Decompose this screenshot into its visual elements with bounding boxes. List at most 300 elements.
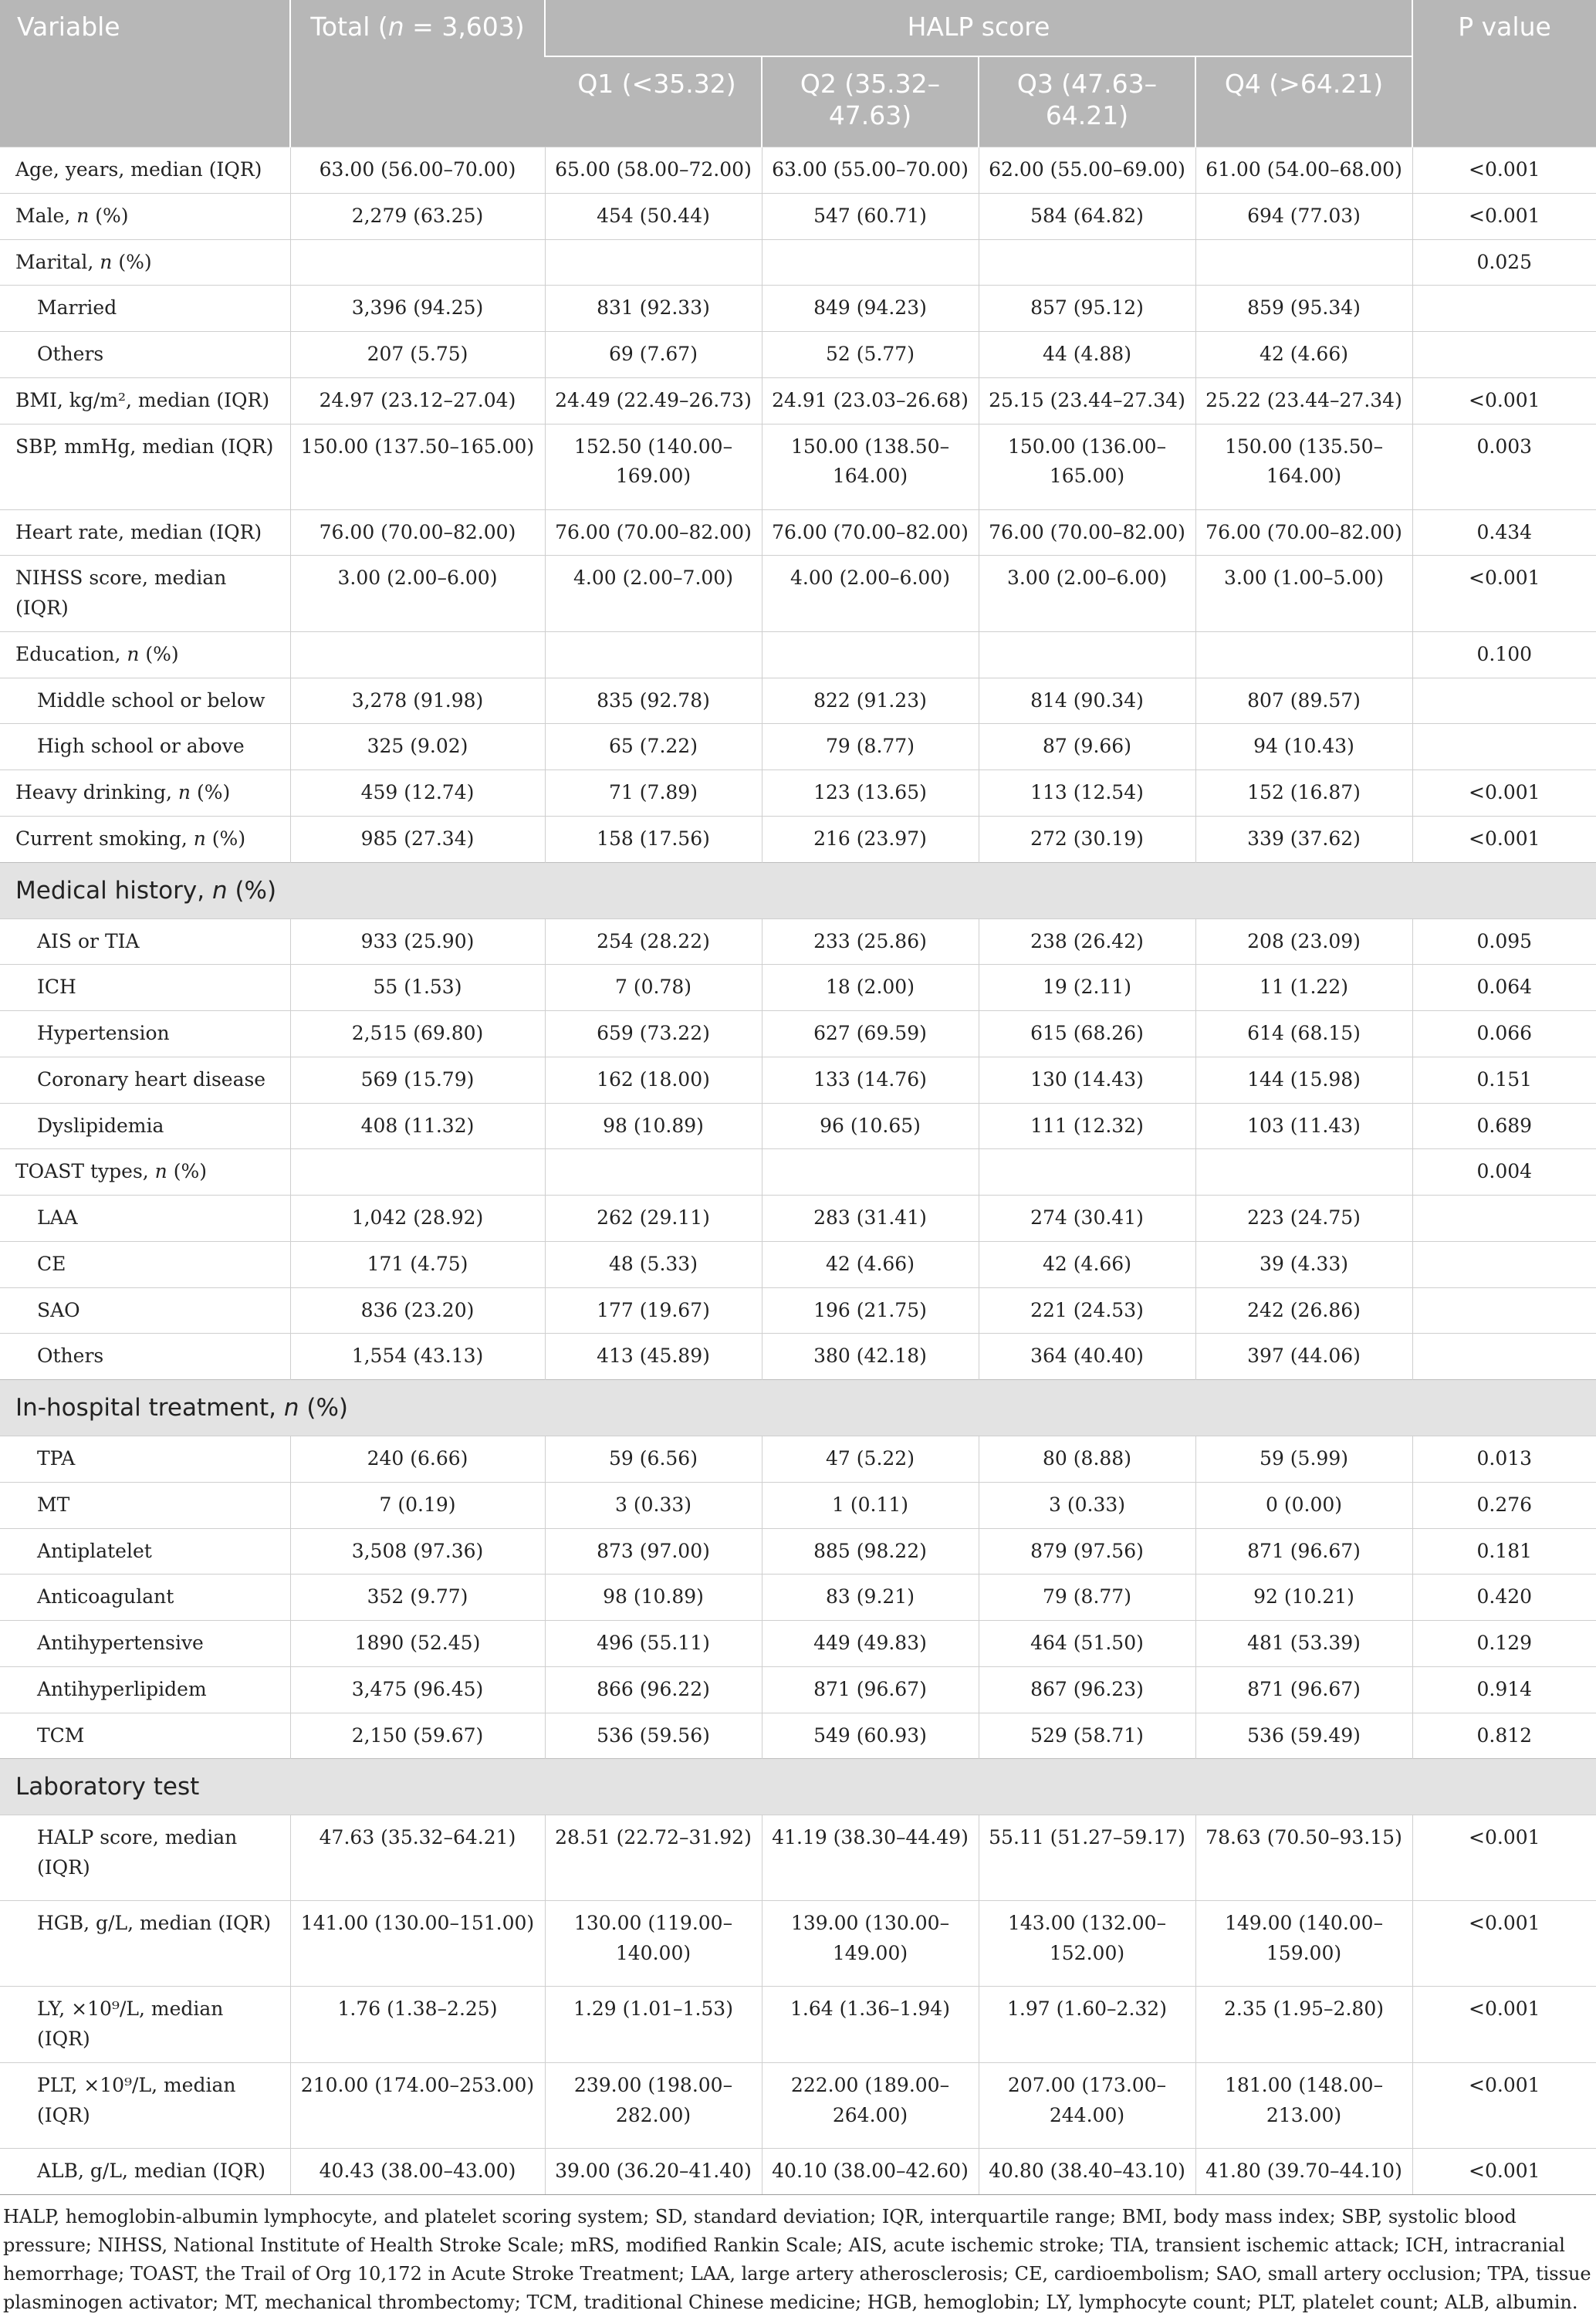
- q3-cell: 529 (58.71): [979, 1713, 1195, 1759]
- p-value-cell: <0.001: [1412, 816, 1596, 862]
- q1-cell: 1.29 (1.01–1.53): [545, 1987, 762, 2063]
- header-p-value: P value: [1412, 0, 1596, 147]
- total-cell: 40.43 (38.00–43.00): [290, 2148, 545, 2194]
- q4-cell: [1195, 239, 1412, 286]
- q1-cell: 831 (92.33): [545, 286, 762, 332]
- q4-cell: 144 (15.98): [1195, 1057, 1412, 1103]
- q1-cell: 24.49 (22.49–26.73): [545, 377, 762, 424]
- q2-cell: 40.10 (38.00–42.60): [762, 2148, 979, 2194]
- table-body: [0, 147, 1596, 2195]
- table-row: [0, 147, 1596, 194]
- total-cell: 836 (23.20): [290, 1287, 545, 1334]
- q2-cell: 1.64 (1.36–1.94): [762, 1987, 979, 2063]
- p-value-cell: <0.001: [1412, 147, 1596, 194]
- q3-cell: 272 (30.19): [979, 816, 1195, 862]
- q2-cell: 380 (42.18): [762, 1334, 979, 1380]
- header-q3: Q3 (47.63–64.21): [979, 56, 1195, 147]
- p-value-cell: 0.004: [1412, 1149, 1596, 1196]
- q1-cell: 254 (28.22): [545, 918, 762, 965]
- variable-label: Heart rate, median (IQR): [0, 509, 290, 556]
- q4-cell: [1195, 1149, 1412, 1196]
- p-value-cell: 0.420: [1412, 1575, 1596, 1621]
- q4-cell: 3.00 (1.00–5.00): [1195, 556, 1412, 632]
- q2-cell: 216 (23.97): [762, 816, 979, 862]
- p-value-cell: 0.151: [1412, 1057, 1596, 1103]
- table-row: [0, 1241, 1596, 1287]
- q2-cell: 549 (60.93): [762, 1713, 979, 1759]
- variable-label: Antihyperlipidem: [0, 1666, 290, 1713]
- q4-cell: 242 (26.86): [1195, 1287, 1412, 1334]
- q3-cell: 80 (8.88): [979, 1436, 1195, 1483]
- q2-cell: 79 (8.77): [762, 724, 979, 770]
- q2-cell: 150.00 (138.50–164.00): [762, 424, 979, 509]
- table-row: [0, 631, 1596, 678]
- total-cell: 3,508 (97.36): [290, 1528, 545, 1575]
- q1-cell: 39.00 (36.20–41.40): [545, 2148, 762, 2194]
- total-cell: 2,150 (59.67): [290, 1713, 545, 1759]
- variable-label: TOAST types, n (%): [0, 1149, 290, 1196]
- q4-cell: 339 (37.62): [1195, 816, 1412, 862]
- q2-cell: 63.00 (55.00–70.00): [762, 147, 979, 194]
- q1-cell: 71 (7.89): [545, 770, 762, 817]
- q2-cell: 47 (5.22): [762, 1436, 979, 1483]
- total-cell: 569 (15.79): [290, 1057, 545, 1103]
- q1-cell: 3 (0.33): [545, 1482, 762, 1528]
- q1-cell: 158 (17.56): [545, 816, 762, 862]
- p-value-cell: [1412, 1196, 1596, 1242]
- q2-cell: 133 (14.76): [762, 1057, 979, 1103]
- q4-cell: 41.80 (39.70–44.10): [1195, 2148, 1412, 2194]
- total-cell: 1.76 (1.38–2.25): [290, 1987, 545, 2063]
- q3-cell: 274 (30.41): [979, 1196, 1195, 1242]
- total-cell: 1890 (52.45): [290, 1621, 545, 1667]
- q1-cell: 873 (97.00): [545, 1528, 762, 1575]
- table-row: [0, 286, 1596, 332]
- p-value-cell: [1412, 1287, 1596, 1334]
- p-value-cell: 0.276: [1412, 1482, 1596, 1528]
- p-value-cell: 0.129: [1412, 1621, 1596, 1667]
- p-value-cell: <0.001: [1412, 770, 1596, 817]
- total-cell: 2,515 (69.80): [290, 1011, 545, 1057]
- q1-cell: [545, 239, 762, 286]
- q1-cell: 835 (92.78): [545, 678, 762, 724]
- q2-cell: 283 (31.41): [762, 1196, 979, 1242]
- section-title: In-hospital treatment, n (%): [0, 1380, 1596, 1436]
- p-value-cell: [1412, 332, 1596, 378]
- q1-cell: 48 (5.33): [545, 1241, 762, 1287]
- q3-cell: 25.15 (23.44–27.34): [979, 377, 1195, 424]
- p-value-cell: 0.003: [1412, 424, 1596, 509]
- variable-label: Others: [0, 1334, 290, 1380]
- q1-cell: 536 (59.56): [545, 1713, 762, 1759]
- q4-cell: 871 (96.67): [1195, 1528, 1412, 1575]
- q1-cell: 28.51 (22.72–31.92): [545, 1815, 762, 1901]
- q2-cell: 222.00 (189.00–264.00): [762, 2062, 979, 2148]
- table-row: [0, 1103, 1596, 1149]
- header-halp-score: HALP score: [545, 0, 1412, 56]
- q4-cell: [1195, 631, 1412, 678]
- q2-cell: 96 (10.65): [762, 1103, 979, 1149]
- q3-cell: 879 (97.56): [979, 1528, 1195, 1575]
- q2-cell: 627 (69.59): [762, 1011, 979, 1057]
- total-cell: 207 (5.75): [290, 332, 545, 378]
- q4-cell: 859 (95.34): [1195, 286, 1412, 332]
- variable-label: High school or above: [0, 724, 290, 770]
- q3-cell: 584 (64.82): [979, 193, 1195, 239]
- variable-label: Age, years, median (IQR): [0, 147, 290, 194]
- p-value-cell: 0.914: [1412, 1666, 1596, 1713]
- table-row: [0, 2062, 1596, 2148]
- p-value-cell: 0.181: [1412, 1528, 1596, 1575]
- section-title: Laboratory test: [0, 1759, 1596, 1815]
- table-row: [0, 377, 1596, 424]
- q3-cell: 143.00 (132.00–152.00): [979, 1901, 1195, 1987]
- q4-cell: 76.00 (70.00–82.00): [1195, 509, 1412, 556]
- q3-cell: 867 (96.23): [979, 1666, 1195, 1713]
- q1-cell: 454 (50.44): [545, 193, 762, 239]
- variable-label: LAA: [0, 1196, 290, 1242]
- total-cell: 7 (0.19): [290, 1482, 545, 1528]
- q3-cell: 79 (8.77): [979, 1575, 1195, 1621]
- q3-cell: 615 (68.26): [979, 1011, 1195, 1057]
- p-value-cell: <0.001: [1412, 2062, 1596, 2148]
- q2-cell: 76.00 (70.00–82.00): [762, 509, 979, 556]
- q2-cell: 233 (25.86): [762, 918, 979, 965]
- q4-cell: 61.00 (54.00–68.00): [1195, 147, 1412, 194]
- p-value-cell: <0.001: [1412, 193, 1596, 239]
- q3-cell: 207.00 (173.00–244.00): [979, 2062, 1195, 2148]
- table-row: [0, 770, 1596, 817]
- q1-cell: 162 (18.00): [545, 1057, 762, 1103]
- variable-label: Hypertension: [0, 1011, 290, 1057]
- p-value-cell: <0.001: [1412, 2148, 1596, 2194]
- q1-cell: 659 (73.22): [545, 1011, 762, 1057]
- header-q1: Q1 (<35.32): [545, 56, 762, 147]
- q2-cell: 547 (60.71): [762, 193, 979, 239]
- q2-cell: 52 (5.77): [762, 332, 979, 378]
- table-row: [0, 1287, 1596, 1334]
- q4-cell: 39 (4.33): [1195, 1241, 1412, 1287]
- q3-cell: 464 (51.50): [979, 1621, 1195, 1667]
- q2-cell: 885 (98.22): [762, 1528, 979, 1575]
- variable-label: MT: [0, 1482, 290, 1528]
- table-footnote: HALP, hemoglobin-albumin lymphocyte, and platelet scoring system; SD, standard deviation; IQR, interquartile range; BMI, body mass index; SBP, systolic blood pressure; NIHSS, National Institute of Health Stroke Scale; mRS, modified Rankin Scale; AIS, acute ischemic stroke; TIA, transient ischemic attack; ICH, intracranial hemorrhage; TOAST, the Trail of Org 10,172 in Acute Stroke Treatment; LAA, large artery atherosclerosis; CE, cardioembolism; SAO, small artery occlusion; TPA, tissue plasminogen activator; MT, mechanical thrombectomy; TCM, traditional Chinese medicine; HGB, hemoglobin; LY, lymphocyte count; PLT, platelet count; ALB, albumin.: [3, 2205, 1591, 2314]
- q2-cell: 822 (91.23): [762, 678, 979, 724]
- q3-cell: 3.00 (2.00–6.00): [979, 556, 1195, 632]
- variable-label: Antiplatelet: [0, 1528, 290, 1575]
- total-cell: [290, 1149, 545, 1196]
- q4-cell: 397 (44.06): [1195, 1334, 1412, 1380]
- table-row: [0, 1987, 1596, 2063]
- p-value-cell: [1412, 286, 1596, 332]
- q2-cell: [762, 631, 979, 678]
- table-row: [0, 424, 1596, 509]
- table-row: [0, 1666, 1596, 1713]
- q2-cell: 196 (21.75): [762, 1287, 979, 1334]
- total-cell: 171 (4.75): [290, 1241, 545, 1287]
- total-cell: 408 (11.32): [290, 1103, 545, 1149]
- variable-label: HGB, g/L, median (IQR): [0, 1901, 290, 1987]
- total-cell: 3.00 (2.00–6.00): [290, 556, 545, 632]
- total-cell: [290, 631, 545, 678]
- q1-cell: 65.00 (58.00–72.00): [545, 147, 762, 194]
- q2-cell: 18 (2.00): [762, 965, 979, 1011]
- q4-cell: 0 (0.00): [1195, 1482, 1412, 1528]
- total-cell: 210.00 (174.00–253.00): [290, 2062, 545, 2148]
- total-cell: 24.97 (23.12–27.04): [290, 377, 545, 424]
- q3-cell: 857 (95.12): [979, 286, 1195, 332]
- section-header-row: [0, 1759, 1596, 1815]
- q3-cell: 130 (14.43): [979, 1057, 1195, 1103]
- q1-cell: 4.00 (2.00–7.00): [545, 556, 762, 632]
- section-header-row: [0, 862, 1596, 918]
- q2-cell: [762, 239, 979, 286]
- variable-label: Antihypertensive: [0, 1621, 290, 1667]
- q3-cell: [979, 1149, 1195, 1196]
- q1-cell: 76.00 (70.00–82.00): [545, 509, 762, 556]
- q1-cell: 98 (10.89): [545, 1575, 762, 1621]
- variable-label: NIHSS score, median (IQR): [0, 556, 290, 632]
- q3-cell: 221 (24.53): [979, 1287, 1195, 1334]
- q1-cell: 152.50 (140.00–169.00): [545, 424, 762, 509]
- table-row: [0, 1334, 1596, 1380]
- q4-cell: 103 (11.43): [1195, 1103, 1412, 1149]
- q1-cell: 177 (19.67): [545, 1287, 762, 1334]
- q1-cell: [545, 1149, 762, 1196]
- table-row: [0, 1713, 1596, 1759]
- q3-cell: 814 (90.34): [979, 678, 1195, 724]
- p-value-cell: <0.001: [1412, 1815, 1596, 1901]
- table-row: [0, 1815, 1596, 1901]
- section-title: Medical history, n (%): [0, 862, 1596, 918]
- q4-cell: 94 (10.43): [1195, 724, 1412, 770]
- p-value-cell: [1412, 1241, 1596, 1287]
- total-cell: 1,042 (28.92): [290, 1196, 545, 1242]
- q4-cell: 150.00 (135.50–164.00): [1195, 424, 1412, 509]
- q3-cell: 42 (4.66): [979, 1241, 1195, 1287]
- q1-cell: 130.00 (119.00–140.00): [545, 1901, 762, 1987]
- table-row: [0, 2148, 1596, 2194]
- p-value-cell: 0.812: [1412, 1713, 1596, 1759]
- p-value-cell: 0.066: [1412, 1011, 1596, 1057]
- q1-cell: 239.00 (198.00–282.00): [545, 2062, 762, 2148]
- variable-label: Coronary heart disease: [0, 1057, 290, 1103]
- q3-cell: 113 (12.54): [979, 770, 1195, 817]
- q2-cell: 41.19 (38.30–44.49): [762, 1815, 979, 1901]
- variable-label: Heavy drinking, n (%): [0, 770, 290, 817]
- total-cell: 325 (9.02): [290, 724, 545, 770]
- table-row: [0, 1901, 1596, 1987]
- q3-cell: 40.80 (38.40–43.10): [979, 2148, 1195, 2194]
- total-cell: 3,278 (91.98): [290, 678, 545, 724]
- total-cell: 459 (12.74): [290, 770, 545, 817]
- variable-label: Married: [0, 286, 290, 332]
- q3-cell: 55.11 (51.27–59.17): [979, 1815, 1195, 1901]
- total-cell: 150.00 (137.50–165.00): [290, 424, 545, 509]
- table-row: [0, 193, 1596, 239]
- q3-cell: [979, 631, 1195, 678]
- variable-label: Current smoking, n (%): [0, 816, 290, 862]
- q4-cell: 208 (23.09): [1195, 918, 1412, 965]
- q1-cell: 59 (6.56): [545, 1436, 762, 1483]
- q4-cell: 223 (24.75): [1195, 1196, 1412, 1242]
- table-row: [0, 1528, 1596, 1575]
- table-row: [0, 724, 1596, 770]
- variable-label: Marital, n (%): [0, 239, 290, 286]
- table-row: [0, 239, 1596, 286]
- q3-cell: 44 (4.88): [979, 332, 1195, 378]
- q2-cell: 1 (0.11): [762, 1482, 979, 1528]
- q3-cell: 1.97 (1.60–2.32): [979, 1987, 1195, 2063]
- q3-cell: 76.00 (70.00–82.00): [979, 509, 1195, 556]
- q2-cell: 849 (94.23): [762, 286, 979, 332]
- q2-cell: 449 (49.83): [762, 1621, 979, 1667]
- p-value-cell: <0.001: [1412, 1901, 1596, 1987]
- q4-cell: 11 (1.22): [1195, 965, 1412, 1011]
- table-row: [0, 1482, 1596, 1528]
- table-row: [0, 816, 1596, 862]
- q3-cell: 19 (2.11): [979, 965, 1195, 1011]
- q2-cell: [762, 1149, 979, 1196]
- variable-label: Education, n (%): [0, 631, 290, 678]
- variable-label: BMI, kg/m², median (IQR): [0, 377, 290, 424]
- total-cell: 3,396 (94.25): [290, 286, 545, 332]
- q1-cell: 69 (7.67): [545, 332, 762, 378]
- table-row: [0, 556, 1596, 632]
- table-row: [0, 1011, 1596, 1057]
- q4-cell: 481 (53.39): [1195, 1621, 1412, 1667]
- total-cell: [290, 239, 545, 286]
- variable-label: PLT, ×10⁹/L, median (IQR): [0, 2062, 290, 2148]
- total-cell: 1,554 (43.13): [290, 1334, 545, 1380]
- total-cell: 47.63 (35.32–64.21): [290, 1815, 545, 1901]
- variable-label: Dyslipidemia: [0, 1103, 290, 1149]
- table-row: [0, 332, 1596, 378]
- total-cell: 141.00 (130.00–151.00): [290, 1901, 545, 1987]
- total-cell: 985 (27.34): [290, 816, 545, 862]
- table-row: [0, 1621, 1596, 1667]
- p-value-cell: [1412, 724, 1596, 770]
- q4-cell: 59 (5.99): [1195, 1436, 1412, 1483]
- q4-cell: 181.00 (148.00–213.00): [1195, 2062, 1412, 2148]
- q3-cell: [979, 239, 1195, 286]
- q1-cell: [545, 631, 762, 678]
- total-cell: 352 (9.77): [290, 1575, 545, 1621]
- table-row: [0, 918, 1596, 965]
- total-cell: 2,279 (63.25): [290, 193, 545, 239]
- table-row: [0, 678, 1596, 724]
- header-q4: Q4 (>64.21): [1195, 56, 1412, 147]
- table-row: [0, 1196, 1596, 1242]
- table-row: [0, 1057, 1596, 1103]
- q1-cell: 496 (55.11): [545, 1621, 762, 1667]
- q4-cell: 149.00 (140.00–159.00): [1195, 1901, 1412, 1987]
- p-value-cell: 0.025: [1412, 239, 1596, 286]
- q2-cell: 4.00 (2.00–6.00): [762, 556, 979, 632]
- q1-cell: 65 (7.22): [545, 724, 762, 770]
- q2-cell: 139.00 (130.00–149.00): [762, 1901, 979, 1987]
- q4-cell: 152 (16.87): [1195, 770, 1412, 817]
- p-value-cell: <0.001: [1412, 1987, 1596, 2063]
- q4-cell: 92 (10.21): [1195, 1575, 1412, 1621]
- variable-label: SAO: [0, 1287, 290, 1334]
- q1-cell: 262 (29.11): [545, 1196, 762, 1242]
- variable-label: HALP score, median (IQR): [0, 1815, 290, 1901]
- total-cell: 933 (25.90): [290, 918, 545, 965]
- variable-label: TPA: [0, 1436, 290, 1483]
- q4-cell: 614 (68.15): [1195, 1011, 1412, 1057]
- table-row: [0, 965, 1596, 1011]
- variable-label: Male, n (%): [0, 193, 290, 239]
- header-q2: Q2 (35.32–47.63): [762, 56, 979, 147]
- section-header-row: [0, 1380, 1596, 1436]
- q4-cell: 78.63 (70.50–93.15): [1195, 1815, 1412, 1901]
- variable-label: ICH: [0, 965, 290, 1011]
- q4-cell: 536 (59.49): [1195, 1713, 1412, 1759]
- variable-label: ALB, g/L, median (IQR): [0, 2148, 290, 2194]
- total-cell: 55 (1.53): [290, 965, 545, 1011]
- q3-cell: 238 (26.42): [979, 918, 1195, 965]
- variable-label: CE: [0, 1241, 290, 1287]
- q4-cell: 807 (89.57): [1195, 678, 1412, 724]
- total-cell: 3,475 (96.45): [290, 1666, 545, 1713]
- q3-cell: 364 (40.40): [979, 1334, 1195, 1380]
- q2-cell: 83 (9.21): [762, 1575, 979, 1621]
- p-value-cell: 0.064: [1412, 965, 1596, 1011]
- table-row: [0, 509, 1596, 556]
- variable-label: AIS or TIA: [0, 918, 290, 965]
- p-value-cell: 0.689: [1412, 1103, 1596, 1149]
- variable-label: TCM: [0, 1713, 290, 1759]
- total-cell: 240 (6.66): [290, 1436, 545, 1483]
- q3-cell: 87 (9.66): [979, 724, 1195, 770]
- p-value-cell: <0.001: [1412, 556, 1596, 632]
- p-value-cell: 0.434: [1412, 509, 1596, 556]
- header-variable: Variable: [0, 0, 290, 147]
- q4-cell: 25.22 (23.44–27.34): [1195, 377, 1412, 424]
- q1-cell: 7 (0.78): [545, 965, 762, 1011]
- q3-cell: 3 (0.33): [979, 1482, 1195, 1528]
- table-row: [0, 1575, 1596, 1621]
- total-cell: 63.00 (56.00–70.00): [290, 147, 545, 194]
- variable-label: LY, ×10⁹/L, median (IQR): [0, 1987, 290, 2063]
- total-cell: 76.00 (70.00–82.00): [290, 509, 545, 556]
- q4-cell: 694 (77.03): [1195, 193, 1412, 239]
- header-total: Total (n = 3,603): [290, 0, 545, 147]
- q3-cell: 150.00 (136.00–165.00): [979, 424, 1195, 509]
- p-value-cell: 0.013: [1412, 1436, 1596, 1483]
- q3-cell: 62.00 (55.00–69.00): [979, 147, 1195, 194]
- q2-cell: 871 (96.67): [762, 1666, 979, 1713]
- table-row: [0, 1149, 1596, 1196]
- table-row: [0, 1436, 1596, 1483]
- variable-label: SBP, mmHg, median (IQR): [0, 424, 290, 509]
- q2-cell: 42 (4.66): [762, 1241, 979, 1287]
- q4-cell: 871 (96.67): [1195, 1666, 1412, 1713]
- q1-cell: 413 (45.89): [545, 1334, 762, 1380]
- p-value-cell: [1412, 1334, 1596, 1380]
- q3-cell: 111 (12.32): [979, 1103, 1195, 1149]
- p-value-cell: [1412, 678, 1596, 724]
- p-value-cell: 0.095: [1412, 918, 1596, 965]
- q1-cell: 866 (96.22): [545, 1666, 762, 1713]
- variable-label: Middle school or below: [0, 678, 290, 724]
- q2-cell: 24.91 (23.03–26.68): [762, 377, 979, 424]
- p-value-cell: <0.001: [1412, 377, 1596, 424]
- variable-label: Others: [0, 332, 290, 378]
- q1-cell: 98 (10.89): [545, 1103, 762, 1149]
- variable-label: Anticoagulant: [0, 1575, 290, 1621]
